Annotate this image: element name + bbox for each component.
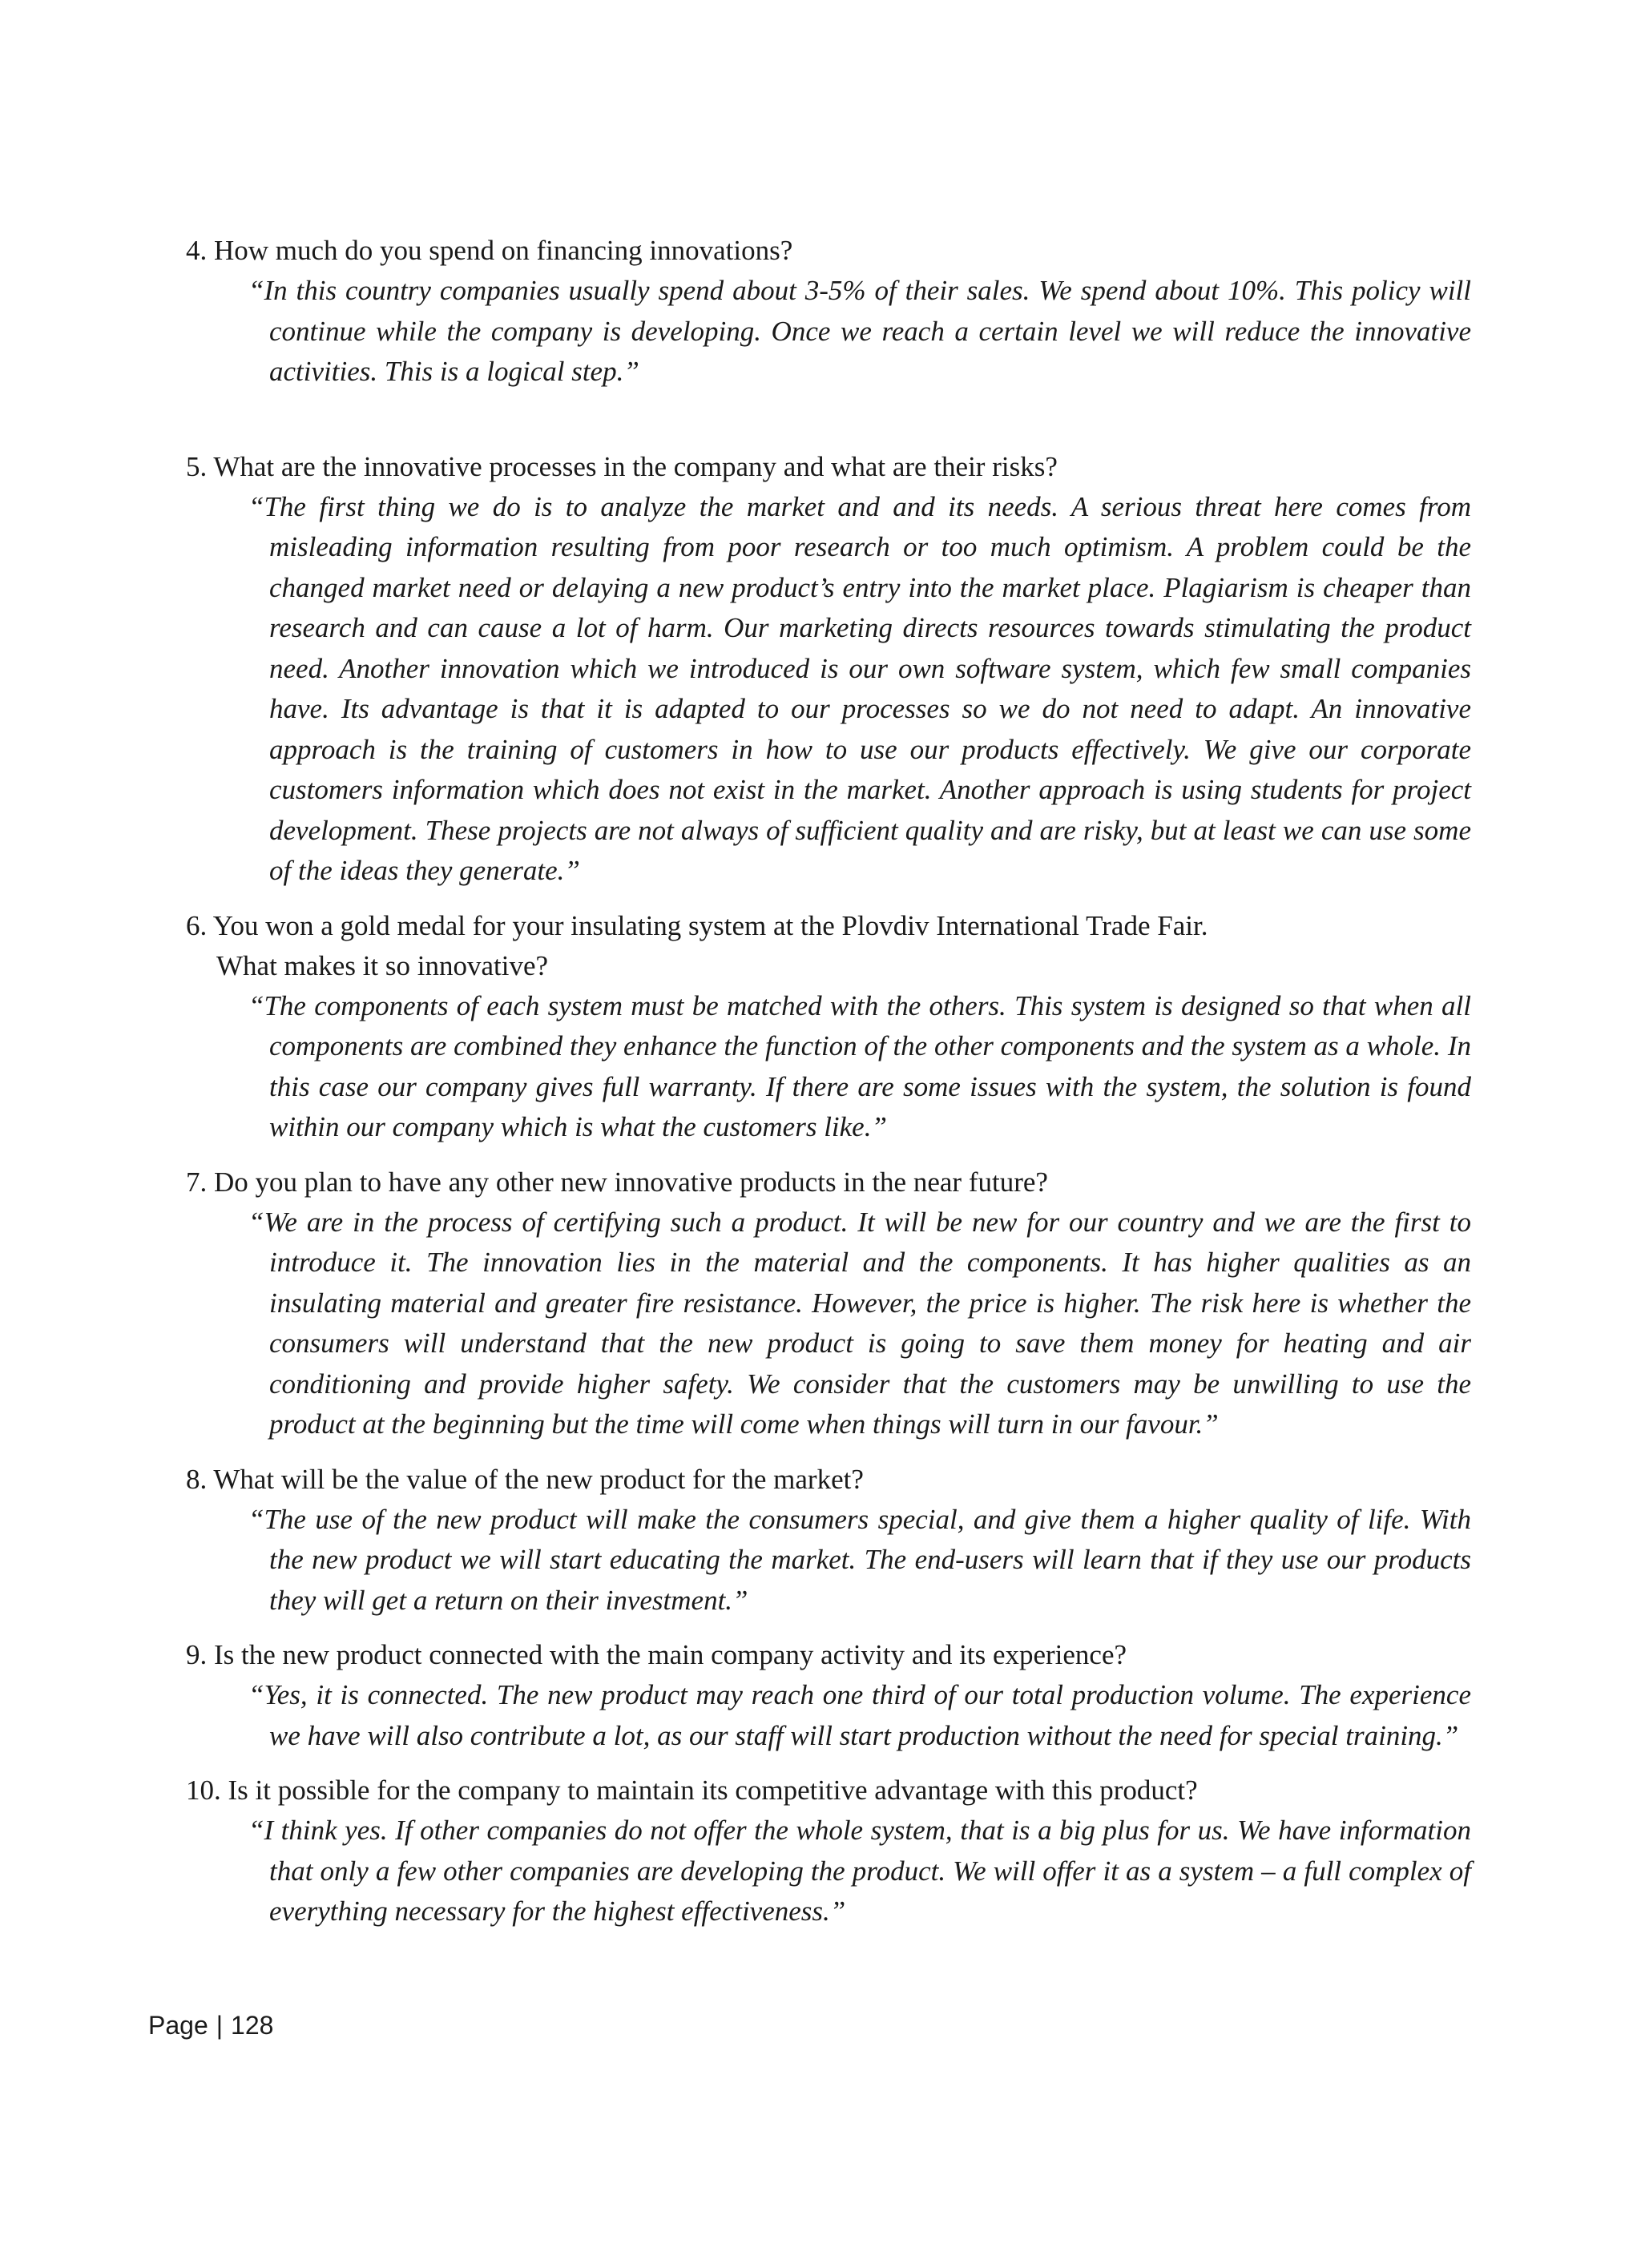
qa-item-9	[0, 1635, 1641, 1756]
question-text: 4. How much do you spend on financing innovations?	[186, 235, 793, 266]
answer: “In this country companies usually spend about 3-5% of their sales. We spend about 10%. This policy will continue while the company is developing. Once we reach a certain level we will reduce the innovative activities. This is a logical step.”	[248, 275, 1471, 387]
qa-item-10	[0, 1770, 1641, 1932]
qa-item-7	[0, 1162, 1641, 1445]
page-number: 128	[231, 2011, 274, 2040]
question	[186, 906, 1468, 986]
question-text-continued: What makes it so innovative?	[216, 949, 549, 981]
answer: “We are in the process of certifying such a product. It will be new for our country and we are the first to introduce it. The innovation lies in the material and the components. It has higher qualities as an insulating material and greater fire resistance. However, the price is higher. The risk here is whether the consumers will understand that the new product is going to save them money for heating and air conditioning and provide higher safety. We consider that the customers may be unwilling to use the product at the beginning but the time will come when things will turn in our favour.”	[248, 1206, 1471, 1440]
answer: “The first thing we do is to analyze the market and and its needs. A serious threat here comes from misleading information resulting from poor research or too much optimism. A problem could be the changed market need or delaying a new product’s entry into the market place. Plagiarism is cheaper than research and can cause a lot of harm. Our marketing directs resources towards stimulating the product need. Another innovation which we introduced is our own software system, which few small companies have. Its advantage is that it is adapted to our processes so we do not need to adapt. An innovative approach is the training of customers in how to use our products effectively. We give our corporate customers information which does not exist in the market. Another approach is using students for project development. These projects are not always of sufficient quality and are risky, but at least we can use some of the ideas they generate.”	[248, 490, 1471, 886]
question	[186, 231, 1468, 271]
question-text: 8. What will be the value of the new product for the market?	[186, 1463, 864, 1495]
question	[186, 1770, 1468, 1811]
page-footer	[148, 2011, 273, 2040]
question	[186, 447, 1468, 487]
question-text: 5. What are the innovative processes in the company and what are their risks?	[186, 450, 1058, 482]
question-text: 6. You won a gold medal for your insulating system at the Plovdiv International Trade Fair.	[186, 909, 1208, 941]
answer: “The use of the new product will make the consumers special, and give them a higher quality of life. With the new product we will start educating the market. The end-users will learn that if they use our products they will get a return on their investment.”	[248, 1503, 1471, 1616]
qa-item-5	[0, 447, 1641, 892]
page-separator: |	[216, 2011, 224, 2040]
question-text: 7. Do you plan to have any other new innovative products in the near future?	[186, 1166, 1048, 1198]
answer: “I think yes. If other companies do not offer the whole system, that is a big plus for us. We have information that only a few other companies are developing the product. We will offer it as a system – a full complex of everything necessary for the highest effectiveness.”	[248, 1815, 1471, 1927]
question-text: 10. Is it possible for the company to maintain its competitive advantage with this product?	[186, 1775, 1198, 1806]
question	[186, 1162, 1468, 1202]
page-label: Page	[148, 2011, 208, 2040]
qa-item-4	[0, 231, 1641, 393]
question-text: 9. Is the new product connected with the main company activity and its experience?	[186, 1639, 1127, 1670]
answer: “Yes, it is connected. The new product may reach one third of our total production volume. The experience we have will also contribute a lot, as our staff will start production without the need for special training.”	[248, 1679, 1471, 1751]
question	[186, 1635, 1468, 1675]
answer: “The components of each system must be matched with the others. This system is designed so that when all components are combined they enhance the function of the other components and the system as a whole. In this case our company gives full warranty. If there are some issues with the system, the solution is found within our company which is what the customers like.”	[248, 989, 1471, 1142]
document-body	[0, 231, 1641, 1932]
qa-item-8	[0, 1460, 1641, 1621]
qa-item-6	[0, 906, 1641, 1148]
question	[186, 1460, 1468, 1500]
